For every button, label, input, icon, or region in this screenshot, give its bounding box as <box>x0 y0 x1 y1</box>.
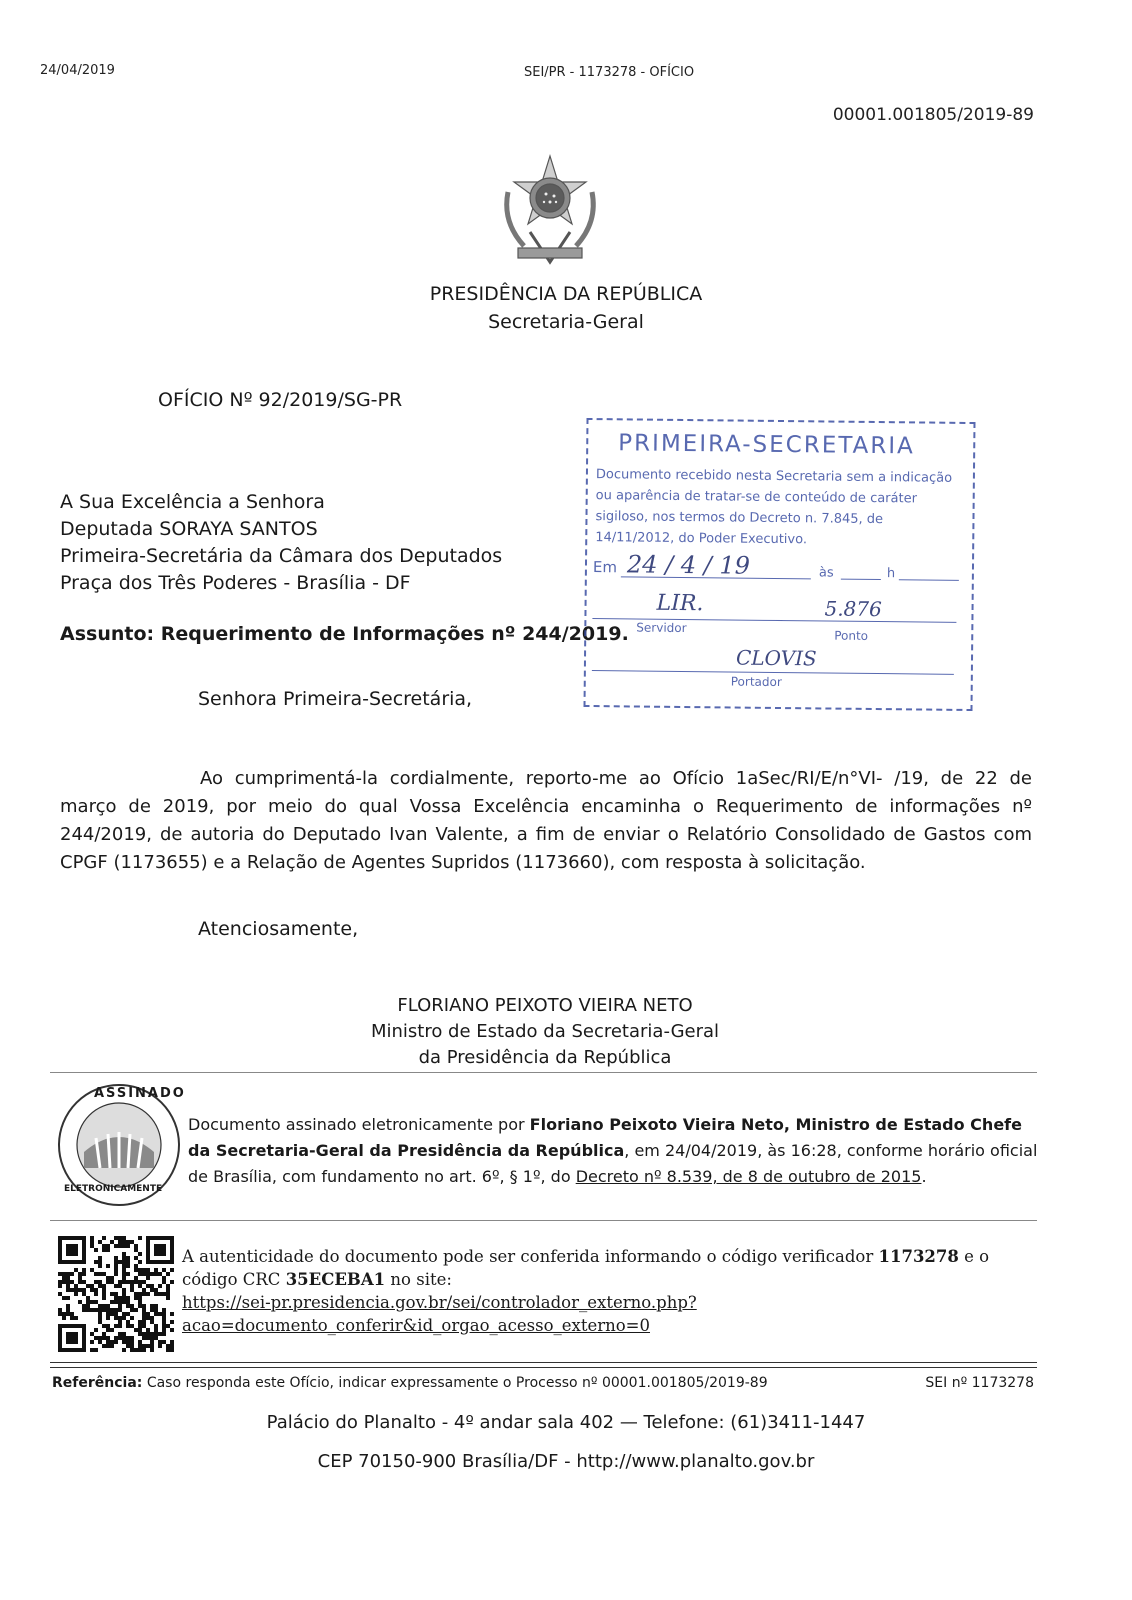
divider <box>50 1220 1037 1221</box>
greeting: Senhora Primeira-Secretária, <box>198 688 473 710</box>
institution-name: PRESIDÊNCIA DA REPÚBLICA <box>429 283 703 305</box>
stamp-title: PRIMEIRA-SECRETARIA <box>618 430 915 460</box>
stamp-em-label: Em <box>592 558 618 577</box>
stamp-handwritten-ponto: 5.876 <box>824 596 882 622</box>
auth-text-3: no site: <box>385 1270 452 1289</box>
stamp-ponto-label: Ponto <box>834 628 869 643</box>
stamp-h-label: h <box>886 566 896 582</box>
divider <box>50 1072 1037 1073</box>
recipient-line-1: A Sua Excelência a Senhora <box>60 491 325 513</box>
recipient-line-3: Primeira-Secretária da Câmara dos Deputados <box>60 545 503 567</box>
signer-title-2: da Presidência da República <box>418 1047 672 1068</box>
seal-bottom-text: ELETRONICAMENTE <box>64 1184 163 1194</box>
qr-code-icon <box>58 1236 174 1352</box>
stamp-as-label: às <box>818 565 834 581</box>
signer-title-1: Ministro de Estado da Secretaria-Geral <box>370 1021 720 1042</box>
closing: Atenciosamente, <box>198 918 359 940</box>
seal-top-text: ASSINADO <box>94 1086 186 1101</box>
footer-address-1: Palácio do Planalto - 4º andar sala 402 — Telefone: (61)3411-1447 <box>266 1412 866 1433</box>
stamp-portador-label: Portador <box>730 674 782 690</box>
reception-stamp <box>583 418 975 711</box>
stamp-text: Documento recebido nesta Secretaria sem a indicação ou aparência de tratar-se de conteúdo de caráter sigiloso, nos termos do Decreto n. 7.845, de 14/11/2012, do Poder Executivo. <box>595 467 953 548</box>
subject-line: Assunto: Requerimento de Informações nº 244/2019. <box>60 623 629 645</box>
print-date: 24/04/2019 <box>40 63 115 78</box>
footer-address-2: CEP 70150-900 Brasília/DF - http://www.planalto.gov.br <box>317 1451 815 1472</box>
electronic-signature-text <box>188 1112 1038 1190</box>
stamp-handwritten-portador: CLOVIS <box>735 645 817 671</box>
stamp-servidor-label: Servidor <box>636 620 687 636</box>
footer-reference-text: Caso responda este Ofício, indicar expressamente o Processo nº 00001.001805/2019-89 <box>142 1375 768 1391</box>
footer-divider <box>50 1362 1037 1368</box>
process-number: 00001.001805/2019-89 <box>832 105 1034 125</box>
decree-link[interactable]: Decreto nº 8.539, de 8 de outubro de 2015 <box>575 1167 922 1186</box>
recipient-line-4: Praça dos Três Poderes - Brasília - DF <box>60 572 411 594</box>
signer-name: FLORIANO PEIXOTO VIEIRA NETO <box>397 995 693 1016</box>
institution-division: Secretaria-Geral <box>488 311 644 333</box>
verification-url-line-2[interactable]: acao=documento_conferir&id_orgao_acesso_externo=0 <box>182 1316 650 1335</box>
auth-text-2: e o código CRC <box>182 1247 990 1289</box>
body-paragraph: Ao cumprimentá-la cordialmente, reporto-me ao Ofício 1aSec/RI/E/n°VI- /19, de 22 de março de 2019, por meio do qual Vossa Excelência encaminha o Requerimento de informações nº 244/2019, de autoria do Deputado Ivan Valente, a fim de enviar o Relatório Consolidado de Gastos com CPGF (1173655) e a Relação de Agentes Supridos (1173660), com resposta à solicitação. <box>60 768 1032 873</box>
footer-sei-number: SEI nº 1173278 <box>925 1375 1034 1391</box>
stamp-handwritten-servidor: LIR. <box>656 590 704 617</box>
stamp-handwritten-date: 24 / 4 / 19 <box>626 550 751 580</box>
oficio-number: OFÍCIO Nº 92/2019/SG-PR <box>158 389 403 411</box>
esig-text-3: . <box>921 1167 927 1186</box>
electronic-signature-seal-icon <box>56 1082 186 1208</box>
brazil-coat-of-arms-icon <box>494 152 606 270</box>
footer-reference <box>52 1375 768 1391</box>
authenticity-text <box>182 1245 1042 1337</box>
sei-reference: SEI/PR - 1173278 - OFÍCIO <box>524 65 695 80</box>
esig-signer-bold: Floriano Peixoto Vieira Neto, Ministro de Estado Chefe da Secretaria-Geral da Presidência da República <box>188 1115 1022 1160</box>
crc-code: 35ECEBA1 <box>285 1270 386 1289</box>
esig-text-1: Documento assinado eletronicamente por <box>188 1115 530 1134</box>
footer-reference-label: Referência: <box>52 1375 143 1391</box>
esig-text-2: , em 24/04/2019, às 16:28, conforme horário oficial de Brasília, com fundamento no art. 6º, § 1º, do <box>188 1141 1038 1186</box>
verification-code: 1173278 <box>878 1247 959 1266</box>
verification-url-line-1[interactable]: https://sei-pr.presidencia.gov.br/sei/controlador_externo.php? <box>182 1293 697 1312</box>
auth-text-1: A autenticidade do documento pode ser conferida informando o código verificador <box>182 1247 879 1266</box>
recipient-line-2: Deputada SORAYA SANTOS <box>60 518 318 540</box>
